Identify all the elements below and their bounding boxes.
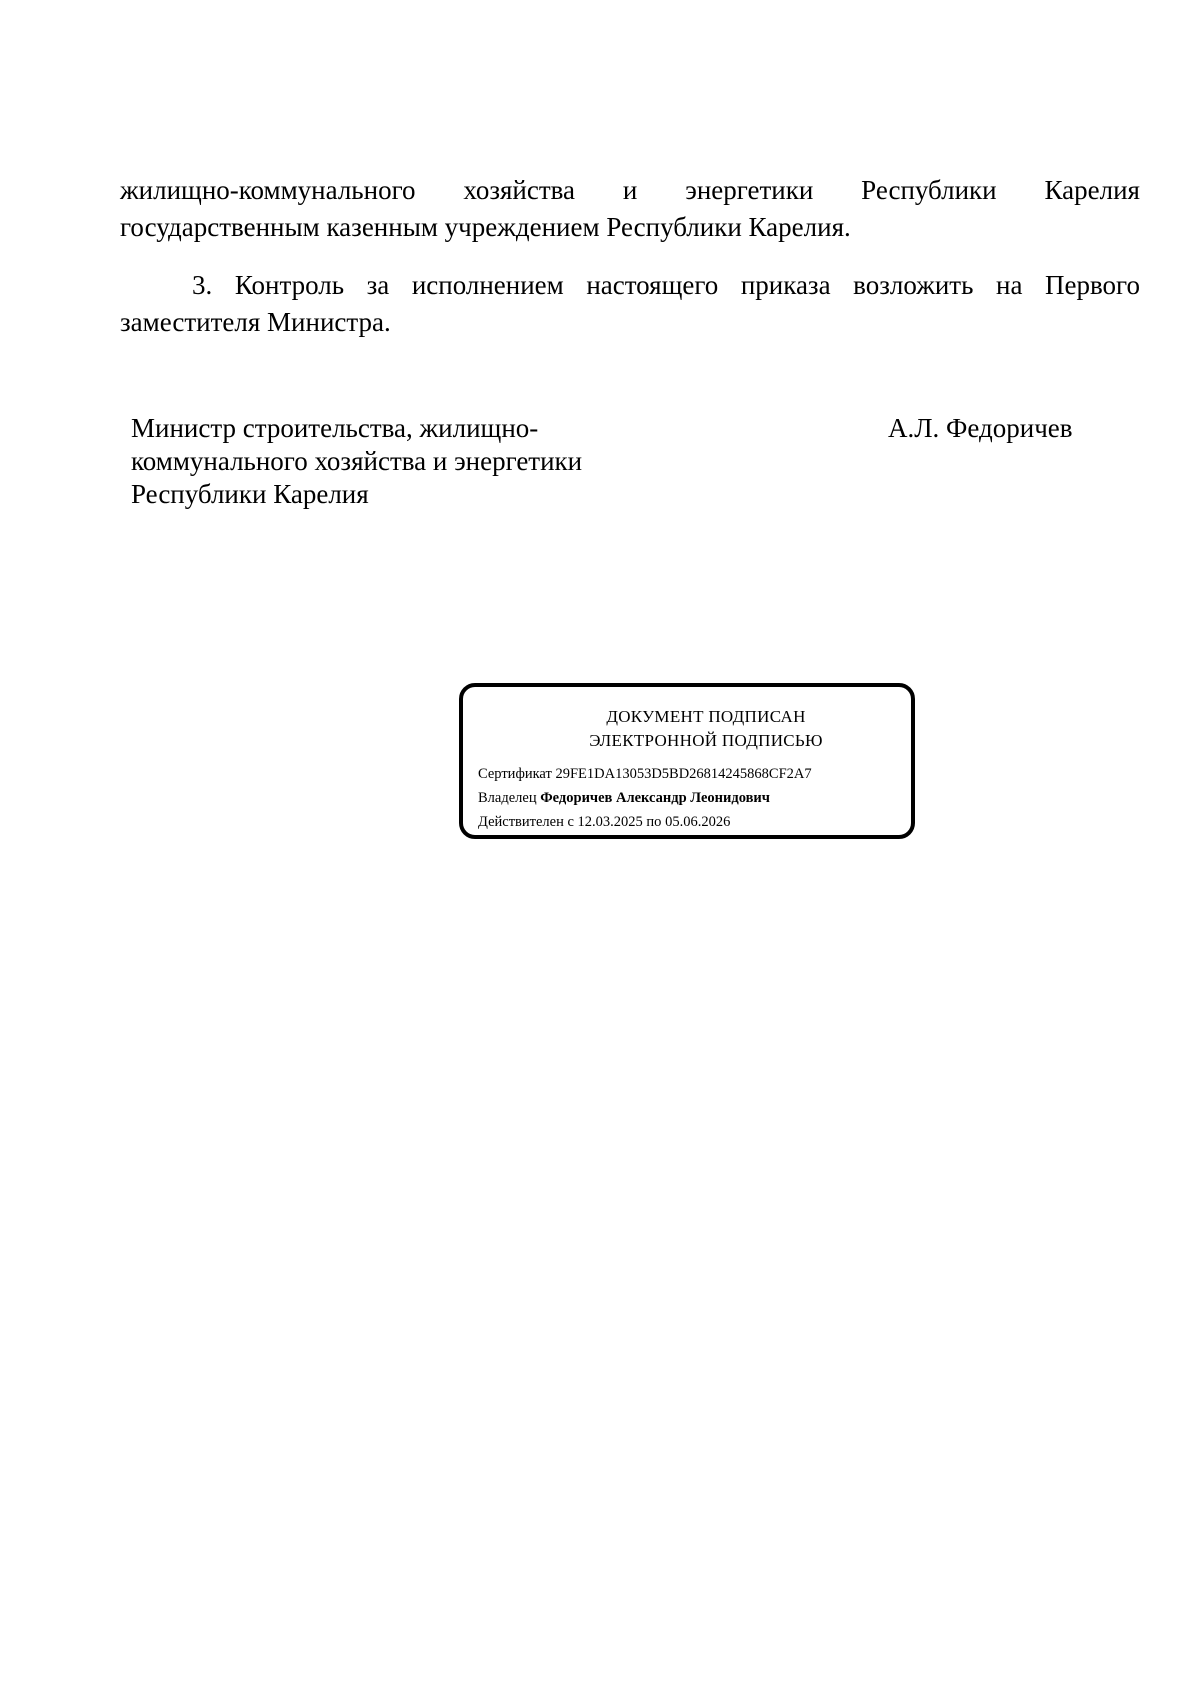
- owner-label: Владелец: [478, 790, 537, 806]
- valid-to-prefix: по: [646, 814, 662, 830]
- stamp-owner-row: [478, 789, 770, 807]
- electronic-signature-stamp: [459, 683, 915, 839]
- stamp-title: [463, 705, 911, 753]
- paragraph-3-line-2: заместителя Министра.: [120, 307, 391, 337]
- stamp-certificate-row: [478, 765, 812, 783]
- valid-from-date: 12.03.2025: [577, 814, 643, 830]
- certificate-value: 29FE1DA13053D5BD26814245868CF2A7: [555, 766, 812, 782]
- owner-value: Федоричев Александр Леонидович: [540, 790, 770, 806]
- paragraph-3: [120, 267, 1140, 341]
- signatory-name: А.Л. Федоричев: [888, 413, 1073, 443]
- continuation-line-1: жилищно-коммунального хозяйства и энергетики Республики Карелия: [120, 175, 1140, 205]
- signatory-position-line-3: Республики Карелия: [131, 479, 369, 509]
- stamp-validity-row: [478, 813, 730, 831]
- paragraph-3-line-1: 3. Контроль за исполнением настоящего приказа возложить на Первого: [192, 270, 1140, 300]
- continuation-paragraph: [120, 172, 1140, 246]
- signatory-position: [131, 412, 582, 511]
- valid-to-date: 05.06.2026: [665, 814, 731, 830]
- continuation-line-2: государственным казенным учреждением Республики Карелия.: [120, 212, 851, 242]
- valid-label: Действителен: [478, 814, 564, 830]
- signatory-position-line-2: коммунального хозяйства и энергетики: [131, 446, 583, 476]
- signatory-position-line-1: Министр строительства, жилищно-: [131, 413, 539, 443]
- stamp-title-line-1: ДОКУМЕНТ ПОДПИСАН: [606, 707, 806, 726]
- stamp-title-line-2: ЭЛЕКТРОННОЙ ПОДПИСЬЮ: [589, 731, 823, 750]
- valid-from-prefix: с: [567, 814, 574, 830]
- certificate-label: Сертификат: [478, 766, 552, 782]
